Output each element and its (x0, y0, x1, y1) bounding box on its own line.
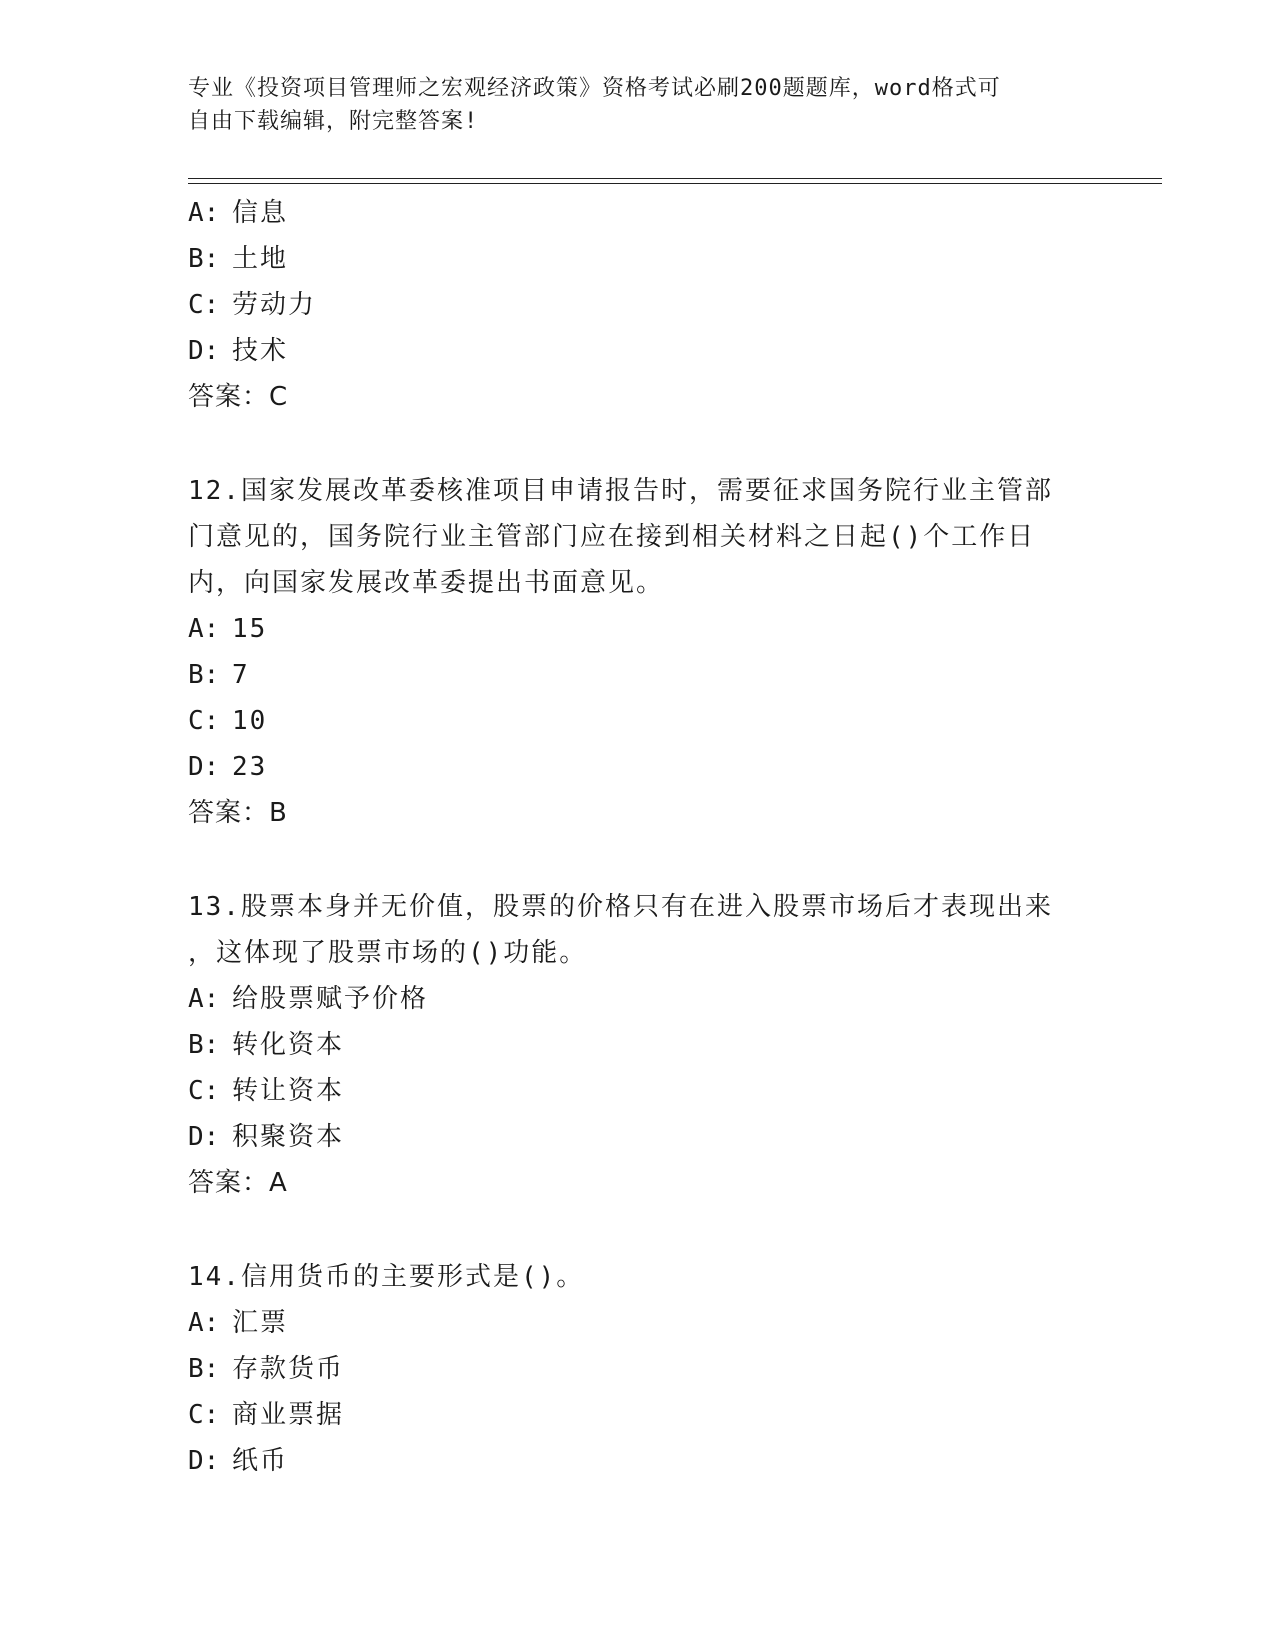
option-b (188, 1022, 1108, 1068)
document-header (188, 72, 1078, 138)
option-key: A: (188, 1308, 220, 1338)
option-a (188, 976, 1108, 1022)
header-divider-top (188, 178, 1162, 179)
option-b (188, 236, 1108, 282)
question-block (188, 1254, 1108, 1484)
option-key: C: (188, 1076, 220, 1106)
option-key: B: (188, 1030, 220, 1060)
header-line-2: 自由下载编辑，附完整答案! (188, 109, 479, 134)
question-line: ，这体现了股票市场的()功能。 (188, 938, 588, 968)
answer-line: 答案：B (188, 798, 288, 828)
option-c (188, 1068, 1108, 1114)
option-key: D: (188, 1122, 220, 1152)
option-d (188, 1114, 1108, 1160)
option-text: 存款货币 (232, 1354, 345, 1384)
option-text: 纸币 (232, 1446, 289, 1476)
option-text: 技术 (232, 336, 289, 366)
question-block (188, 884, 1108, 1206)
option-d (188, 1438, 1108, 1484)
option-text: 商业票据 (232, 1400, 345, 1430)
option-text: 转让资本 (232, 1076, 345, 1106)
option-text: 劳动力 (232, 290, 317, 320)
option-key: D: (188, 752, 220, 782)
question-line: 内，向国家发展改革委提出书面意见。 (188, 568, 665, 598)
header-divider-bottom (188, 183, 1162, 184)
option-a (188, 606, 1108, 652)
option-d (188, 328, 1108, 374)
question-line: 14.信用货币的主要形式是()。 (188, 1262, 585, 1292)
option-key: B: (188, 244, 220, 274)
answer-line: 答案：C (188, 382, 289, 412)
option-text: 10 (232, 706, 268, 736)
question-line: 门意见的，国务院行业主管部门应在接到相关材料之日起()个工作日 (188, 522, 1036, 552)
option-key: D: (188, 336, 220, 366)
option-text: 23 (232, 752, 268, 782)
option-key: C: (188, 1400, 220, 1430)
option-text: 15 (232, 614, 268, 644)
option-key: C: (188, 706, 220, 736)
option-c (188, 698, 1108, 744)
option-key: A: (188, 984, 220, 1014)
option-b (188, 652, 1108, 698)
option-text: 土地 (232, 244, 289, 274)
option-c (188, 1392, 1108, 1438)
option-c (188, 282, 1108, 328)
option-text: 7 (232, 660, 250, 690)
option-key: B: (188, 1354, 220, 1384)
option-b (188, 1346, 1108, 1392)
option-text: 汇票 (232, 1308, 289, 1338)
question-list (188, 190, 1108, 1484)
option-key: A: (188, 614, 220, 644)
answer-line: 答案：A (188, 1168, 288, 1198)
header-line-1: 专业《投资项目管理师之宏观经济政策》资格考试必刷200题题库，word格式可 (188, 76, 1001, 101)
option-text: 给股票赋予价格 (232, 984, 429, 1014)
option-text: 转化资本 (232, 1030, 345, 1060)
option-a (188, 1300, 1108, 1346)
option-key: C: (188, 290, 220, 320)
option-key: D: (188, 1446, 220, 1476)
question-line: 13.股票本身并无价值，股票的价格只有在进入股票市场后才表现出来 (188, 892, 1053, 922)
option-a (188, 190, 1108, 236)
option-key: B: (188, 660, 220, 690)
option-d (188, 744, 1108, 790)
option-text: 信息 (232, 198, 289, 228)
question-block (188, 468, 1108, 836)
option-key: A: (188, 198, 220, 228)
question-block (188, 190, 1108, 420)
option-text: 积聚资本 (232, 1122, 345, 1152)
question-line: 12.国家发展改革委核准项目申请报告时，需要征求国务院行业主管部 (188, 476, 1053, 506)
